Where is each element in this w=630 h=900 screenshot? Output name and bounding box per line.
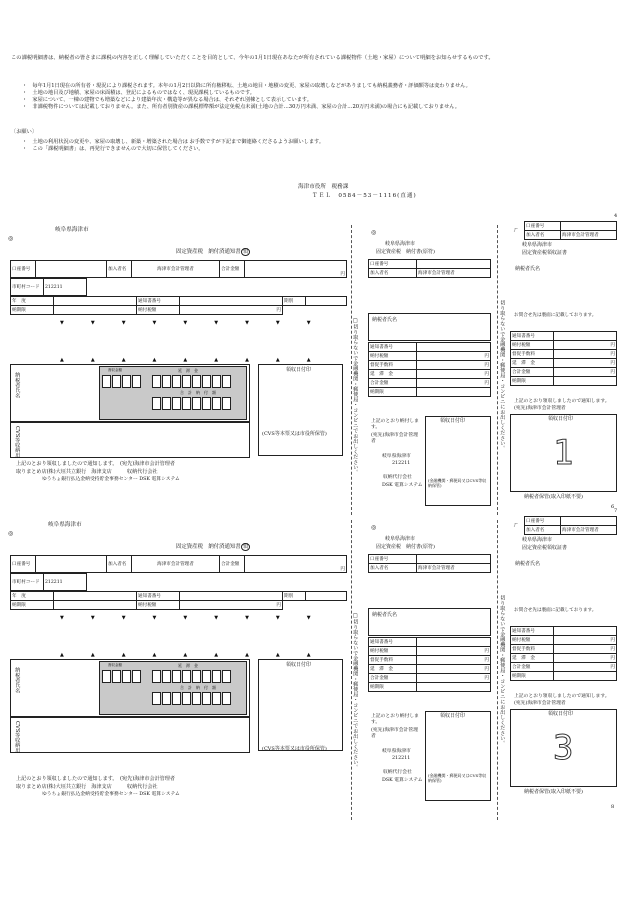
amount-header: 延 滞 金 xyxy=(178,368,198,373)
cvs-note: (CVS等本票又は市役所保管) xyxy=(262,746,327,752)
receipt-amount-table: 通知書番号 納付税額 円 督促手数料 円 延 滞 金 円 合計金額 円 納期限 xyxy=(510,331,617,386)
receipt-name-label: 納税者氏名 xyxy=(515,561,541,567)
receipt-text: 上記のとおり領収しましたので通知します。 (宛先)海津市会計管理者 xyxy=(16,776,175,782)
page-number: 4 xyxy=(614,213,618,219)
account-table xyxy=(10,260,347,278)
office-name: 海津市役所 税務課 xyxy=(298,184,349,190)
due-label: 納期限 xyxy=(11,306,54,315)
notice-no-label: 通知書番号 xyxy=(137,297,180,306)
stub-stamp-box xyxy=(425,711,491,801)
amount-header: 延 滞 金 xyxy=(178,663,198,668)
receipt-addressee: (宛先)海津市会計管理者 xyxy=(514,406,566,411)
stub-stamp-label: 領収日付印 xyxy=(440,418,466,424)
bank-text: 取りまとめ店(株)大垣共立銀行 海津支店 収納代行会社 xyxy=(16,784,158,790)
stub-muni: 岐阜県海津市 xyxy=(382,749,411,754)
stub-amount-table: 通知書番号 納付税額 円 督促手数料 円 延 滞 金 円 合計金額 円 納期限 xyxy=(368,342,491,397)
receipt-account-table: 口座番号 加入者名 海津市会計管理者 xyxy=(524,516,617,535)
right-vertical-note: 切り取らないで金融機関・郵便局・コンビニにお出しください。 xyxy=(499,595,506,746)
receipt-stamp-label: 領収日付印 xyxy=(548,416,574,422)
stub-muni: 岐阜県海津市 xyxy=(382,454,411,459)
stub-vertical-note: □切り取らないで金融機関・郵便局・コンビニでお出しください。 xyxy=(352,318,359,475)
stub-account-table: 口座番号 加入者名 海津市会計管理者 xyxy=(368,554,491,573)
receipt-account-table: 口座番号 加入者名 海津市会計管理者 xyxy=(524,221,617,240)
taxpayer-keep: 納税者保管(取入印紙不要) xyxy=(524,789,583,795)
receipt-city: 岐阜県海津市 xyxy=(522,242,553,248)
year-label: 年 度 xyxy=(11,297,54,306)
stub-agent: 収納代行会社 xyxy=(383,770,412,775)
stub-name-label: 納税者氏名 xyxy=(372,317,398,323)
stub-bank-note: (金融機関・郵便局又はCVS等収納保管) xyxy=(428,773,487,784)
list-item: ・ 家屋について、一棟の建物でも増築などにより建築年次・構造等が異なる場合は、それぞれ別棟として表示しています。 xyxy=(22,97,312,104)
intro-paragraph: この課税明細書は、納税者の皆さまに課税の内容を正しく理解していただくことを目的として、今年の1月1日現在あなたが所有されている課税物件（土地・家屋）について明細をお知らせするものです。 xyxy=(11,55,494,61)
muni-code-value: 212211 xyxy=(44,279,87,296)
account-no-label: 口座番号 xyxy=(11,261,36,278)
corner-mark: ㄏ xyxy=(513,522,520,529)
divider-marks: ▲▲▲▲▲▲▲▲▲ xyxy=(60,357,338,363)
stamp-label: 領収日付印 xyxy=(286,367,312,373)
amount-header: 合 計 納 付 額 xyxy=(180,390,216,395)
amount-header: 督収金額 xyxy=(108,368,122,372)
receipt-text: 上記のとおり領収しましたので通知します。 (宛先)海津市会計管理者 xyxy=(16,461,175,467)
inquiry-note: お問合せ先は裏面に記載しております。 xyxy=(514,608,597,613)
pay-tax-label: 納付税額 xyxy=(137,306,180,315)
stub-agent-name: DSK 電算システム xyxy=(382,483,423,488)
taxpayer-label: 納税者氏名 xyxy=(14,667,21,693)
stub-received: 上記のとおり納付します。 xyxy=(371,714,419,725)
list-item: ・ 非課税物件については記載しておりません。また、所有者別資産の課税標準額が法定免税点未満(土地の合計…30万円未満、家屋の合計…20万円未満)の場合にも記載しておりません。 xyxy=(22,104,460,111)
seal-icon: ◎ xyxy=(8,530,14,537)
stub-addressee: (宛先)海津市会計管理者 xyxy=(371,728,418,739)
cvs-note: (CVS等本票又は市役所保管) xyxy=(262,431,327,437)
detail-table: 年 度 通知書番号 期別 納期限 納付税額 円 xyxy=(10,591,347,610)
receipt-received: 上記のとおり領収しましたので通知します。 xyxy=(514,399,610,404)
divider-marks: ▼▼▼▼▼▼▼▼▼ xyxy=(60,615,338,621)
sequence-digit: 3 xyxy=(553,728,574,768)
stub-code: 212211 xyxy=(392,756,411,761)
stub-bank-note: (金融機関・郵便局又はCVS等収納保管) xyxy=(428,478,487,489)
receipt-title: 固定資産税領収証書 xyxy=(522,545,568,551)
seal-icon: ◎ xyxy=(371,524,377,531)
payment-slip-2 xyxy=(0,295,630,900)
stamp-box xyxy=(258,659,343,751)
list-item: ・ この「課税明細書」は、再発行できませんので大切に保管してください。 xyxy=(22,146,204,153)
yucho-text: ゆうちょ銀行払込金納受持貯金事務センター DSK 電算システム xyxy=(42,477,180,482)
stub-stamp-label: 領収日付印 xyxy=(440,713,466,719)
muni-code-label: 市町村コード xyxy=(11,279,44,296)
list-item: ・ 毎年1月1日現在の所有者・現況により課税されます。本年の1月2日以降に所有権移転、土地の地目・地積の変更、家屋の取壊しなどがありましても納税義務者・評価額等は変わりません。 xyxy=(22,83,471,89)
stub-city: 岐阜県海津市 xyxy=(385,536,416,542)
stub-name-label: 納税者氏名 xyxy=(372,612,398,618)
receipt-addressee: (宛先)海津市会計管理者 xyxy=(514,701,566,706)
total-label: 合計金額 xyxy=(220,261,245,278)
stub-city: 岐阜県海津市 xyxy=(385,241,416,247)
slip-city: 岐阜県海津市 xyxy=(48,522,82,528)
bank-text: 取りまとめ店(株)大垣共立銀行 海津支店 収納代行会社 xyxy=(16,469,158,475)
cvs-label: CVS等収納用 xyxy=(14,426,21,459)
list-item: ・ 土地の利用状況の変更や、家屋の取壊し、新築・増築された場合は お手数ですが下記まで御連絡くださるようお願いします。 xyxy=(22,139,325,145)
stub-account-table: 口座番号 加入者名 海津市会計管理者 xyxy=(368,259,491,278)
account-no-value xyxy=(36,261,107,278)
amount-header: 督収金額 xyxy=(108,663,122,667)
yucho-text: ゆうちょ銀行払込金納受持貯金事務センター DSK 電算システム xyxy=(42,792,180,797)
receipt-city: 岐阜県海津市 xyxy=(522,537,553,543)
stamp-label: 領収日付印 xyxy=(286,662,312,668)
taxpayer-label: 納税者氏名 xyxy=(14,372,21,398)
stub-agent: 収納代行会社 xyxy=(383,475,412,480)
receipt-stamp-label: 領収日付印 xyxy=(548,711,574,717)
slip-title: 固定資産税 納付済通知書 領 xyxy=(176,249,249,255)
page-number: 6 xyxy=(611,504,615,510)
stub-addressee: (宛先)海津市会計管理者 xyxy=(371,433,418,444)
right-vertical-note: 切り取らないで金融機関・郵便局・コンビニにお出しください。 xyxy=(499,300,506,451)
request-title: 〔お願い〕 xyxy=(11,129,37,135)
subscriber-value: 海津市会計管理者 xyxy=(132,261,220,278)
stub-received: 上記のとおり納付します。 xyxy=(371,419,419,430)
seal-icon: ◎ xyxy=(8,235,14,242)
subscriber-label: 加入者名 xyxy=(107,261,132,278)
inquiry-note: お問合せ先は裏面に記載しております。 xyxy=(514,313,597,318)
amount-header: 合 計 納 付 額 xyxy=(180,685,216,690)
page-number: 8 xyxy=(611,804,615,810)
cvs-label: CVS等収納用 xyxy=(14,721,21,754)
account-table: 口座番号 加入者名 海津市会計管理者 合計金額 円 xyxy=(10,555,347,573)
stub-code: 212211 xyxy=(392,461,411,466)
list-item: ・ 土地の地目及び地積、家屋の床面積は、登記によるものではなく、現況課税しているものです。 xyxy=(22,90,255,97)
divider-marks: ▼▼▼▼▼▼▼▼▼ xyxy=(60,320,338,326)
corner-mark: ㄏ xyxy=(513,227,520,234)
stub-vertical-note: □切り取らないで金融機関・郵便局・コンビニでお出しください。 xyxy=(352,613,359,770)
muni-table: 市町村コード 212211 xyxy=(10,573,347,591)
cut-line xyxy=(497,520,498,820)
muni-table xyxy=(10,278,347,296)
receipt-received: 上記のとおり領収しましたので通知します。 xyxy=(514,694,610,699)
slip-city: 岐阜県海津市 xyxy=(55,227,89,233)
taxpayer-keep: 納税者保管(取入印紙不要) xyxy=(524,494,583,500)
stub-title: 固定資産税 納付書(原符) xyxy=(376,249,435,255)
divider-marks: ▲▲▲▲▲▲▲▲▲ xyxy=(60,652,338,658)
stub-amount-table: 通知書番号 納付税額 円 督促手数料 円 延 滞 金 円 合計金額 円 納期限 xyxy=(368,637,491,692)
total-value: 円 xyxy=(245,261,347,278)
page-number: 7 xyxy=(614,508,618,514)
stub-agent-name: DSK 電算システム xyxy=(382,778,423,783)
stub-title: 固定資産税 納付書(原符) xyxy=(376,544,435,550)
term-label: 期別 xyxy=(283,297,306,306)
cvs-box xyxy=(10,717,250,753)
receipt-name-label: 納税者氏名 xyxy=(515,266,541,272)
receipt-title: 固定資産税領収証書 xyxy=(522,250,568,256)
seal-icon: ◎ xyxy=(371,229,377,236)
office-tel: ＴＥＬ 0584－53－1116(直通) xyxy=(312,193,417,199)
receipt-amount-table: 通知書番号 納付税額 円 督促手数料 円 延 滞 金 円 合計金額 円 納期限 xyxy=(510,626,617,681)
slip-title: 固定資産税 納付済通知書 領 xyxy=(176,544,249,550)
pay-tax-value: 円 xyxy=(180,306,283,315)
sequence-digit: 1 xyxy=(553,433,574,473)
